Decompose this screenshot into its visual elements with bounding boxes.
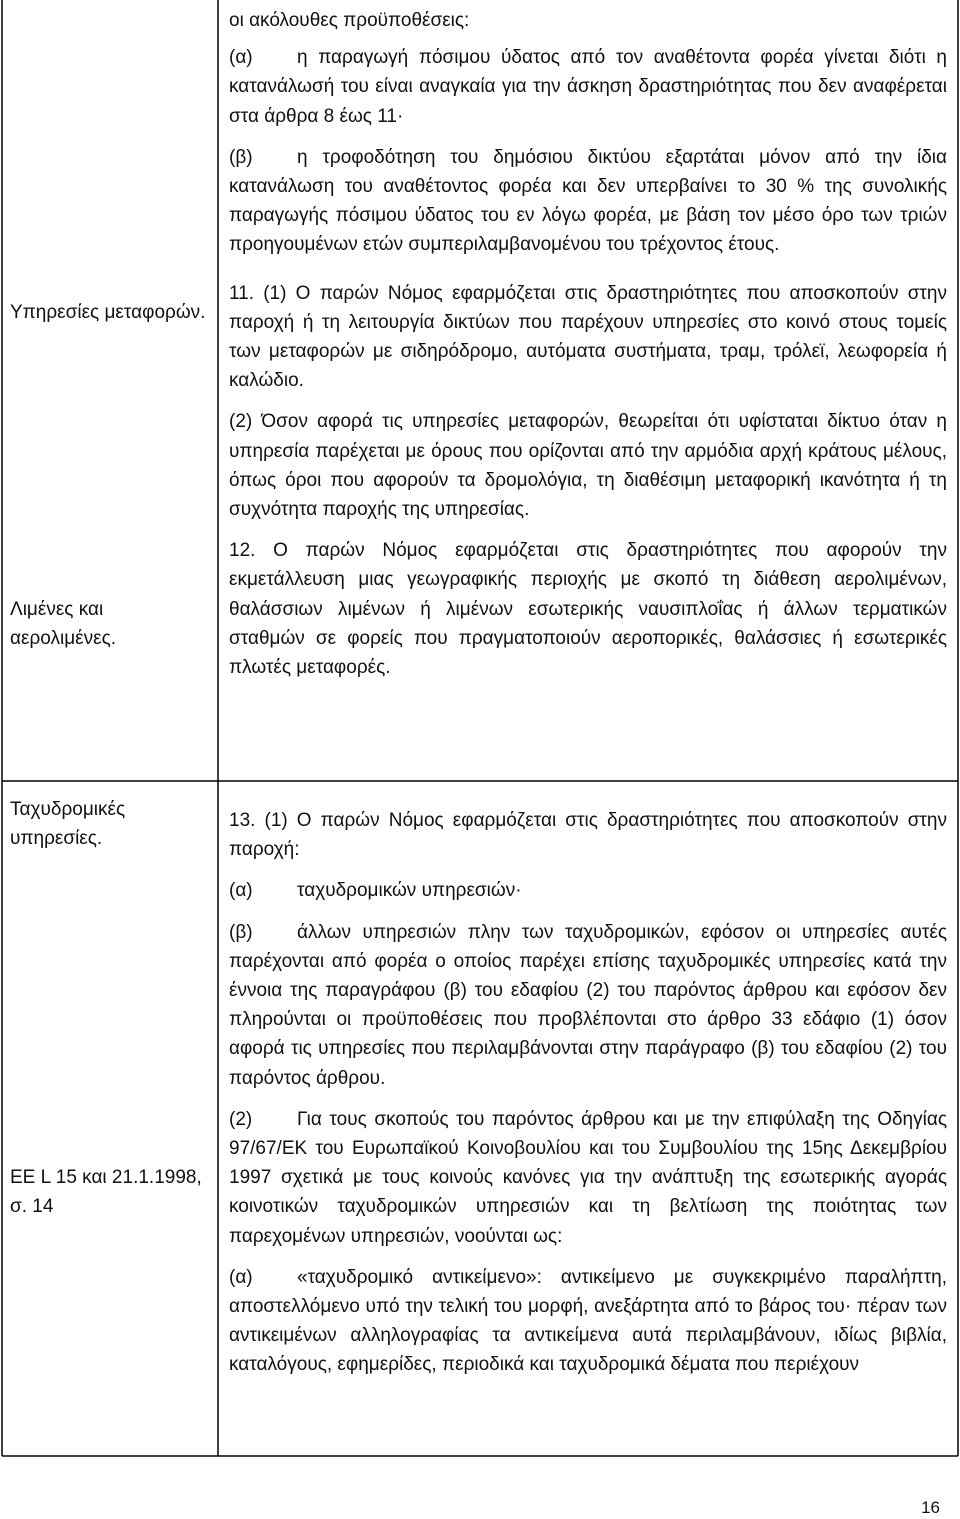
item-label: (2): [229, 1108, 253, 1130]
paragraph-alpha: [229, 43, 947, 131]
paragraph-beta: [229, 143, 947, 260]
item-label: (α): [229, 1266, 253, 1288]
item-text: ταχυδρομικών υπηρεσιών·: [297, 880, 522, 902]
paragraph-13-a: [229, 876, 947, 905]
main-cell-row-1: [229, 6, 947, 682]
side-note-ports: [10, 595, 210, 653]
paragraph-13-b: [229, 918, 947, 1093]
item-text: άλλων υπηρεσιών πλην των ταχυδρομικών, εφόσον οι υπηρεσίες αυτές παρέχονται από φορέα ο οποίος παρέχει επίσης ταχυδρομικές υπηρεσίες κατά την έννοια της παραγράφου (β) του εδαφίου (2) του παρόντος άρθρου και εφόσον δεν πληρούνται οι προϋποθέσεις που προβλέπονται στο άρθρο 33 εδάφιο (1) όσον αφορά τις υπηρεσίες που περιλαμβάνονται στην παράγραφο (β) του εδαφίου (2) του παρόντος άρθρου.: [229, 921, 947, 1089]
intro-line: οι ακόλουθες προϋποθέσεις:: [229, 10, 470, 31]
item-text: Για τους σκοπούς του παρόντος άρθρου και με την επιφύλαξη της Οδηγίας 97/67/ΕΚ του Ευρωπαϊκού Κοινοβουλίου και του Συμβουλίου της 15ης Δεκεμβρίου 1997 σχετικά με τους κοινούς κανόνες για την ανάπτυξη της εσωτερικής αγοράς κοινοτικών ταχυδρομικών υπηρεσιών και τη βελτίωση της ποιότητας των παρεχομένων υπηρεσιών, νοούνται ως:: [229, 1108, 947, 1247]
page-number: 16: [921, 1498, 940, 1517]
paragraph-13-2-a: [229, 1263, 947, 1380]
side-note-text: Λιμένες και αερολιμένες.: [10, 599, 117, 649]
side-note-reference: [10, 1163, 210, 1221]
side-note-postal: [10, 795, 210, 853]
paragraph-13-1: 13. (1) Ο παρών Νόμος εφαρμόζεται στις δραστηριότητες που αποσκοπούν στην παροχή:: [229, 810, 947, 861]
side-note-text: Ταχυδρομικές υπηρεσίες.: [10, 799, 126, 849]
paragraph-11-1: 11. (1) Ο παρών Νόμος εφαρμόζεται στις δραστηριότητες που αποσκοπούν στην παροχή ή τη λειτουργία δικτύων που παρέχουν υπηρεσίες στο κοινό στους τομείς των μεταφορών με σιδηρόδρομο, αυτόματα συστήματα, τραμ, τρόλεϊ, λεωφορεία ή καλώδιο.: [229, 282, 947, 392]
side-note-text: Υπηρεσίες μεταφορών.: [10, 302, 206, 323]
item-label: (β): [229, 921, 253, 943]
side-note-text: ΕΕ L 15 και 21.1.1998, σ. 14: [10, 1167, 202, 1217]
paragraph-12: 12. Ο παρών Νόμος εφαρμόζεται στις δραστηριότητες που αφορούν την εκμετάλλευση μιας γεωγραφικής περιοχής με σκοπό τη διάθεση αερολιμένων, θαλάσσιων λιμένων ή λιμένων εσωτερικής ναυσιπλοΐας ή άλλων τερματικών σταθμών σε φορείς που πραγματοποιούν αεροπορικές, θαλάσσιες ή εσωτερικές πλωτές μεταφορές.: [229, 540, 947, 679]
main-cell-row-2: [229, 806, 947, 1380]
paragraph-13-2: [229, 1105, 947, 1251]
item-text: η τροφοδότηση του δημόσιου δικτύου εξαρτάται μόνον από την ίδια κατανάλωση του αναθέτοντος φορέα και δεν υπερβαίνει το 30 % της συνολικής παραγωγής πόσιμου ύδατος του εν λόγω φορέα, με βάση τον μέσο όρο των τριών προηγουμένων ετών συμπεριλαμβανομένου του τρέχοντος έτους.: [229, 146, 947, 256]
item-text: «ταχυδρομικό αντικείμενο»: αντικείμενο με συγκεκριμένο παραλήπτη, αποστελλόμενο υπό την τελική του μορφή, ανεξάρτητα από το βάρος του· πέραν των αντικειμένων αλληλογραφίας τα αντικείμενα αυτά περιλαμβάνουν, ιδίως βιβλία, καταλόγους, εφημερίδες, περιοδικά και ταχυδρομικά δέματα που περιέχουν: [229, 1266, 947, 1376]
paragraph-11-2: (2) Όσον αφορά τις υπηρεσίες μεταφορών, θεωρείται ότι υφίσταται δίκτυο όταν η υπηρεσία παρέχεται με όρους που ορίζονται από την αρμόδια αρχή κράτους μέλους, όπως όροι που αφορούν τα δρομολόγια, τη διαθέσιμη μεταφορική ικανότητα ή τη συχνότητα παροχής της υπηρεσίας.: [229, 411, 947, 521]
side-note-transport: [10, 298, 210, 327]
item-label: (β): [229, 146, 253, 168]
item-text: η παραγωγή πόσιμου ύδατος από τον αναθέτοντα φορέα γίνεται διότι η κατανάλωσή του είναι αναγκαία για την άσκηση δραστηριότητας που δεν αναφέρεται στα άρθρα 8 έως 11·: [229, 47, 947, 127]
item-label: (α): [229, 47, 253, 69]
item-label: (α): [229, 880, 253, 902]
